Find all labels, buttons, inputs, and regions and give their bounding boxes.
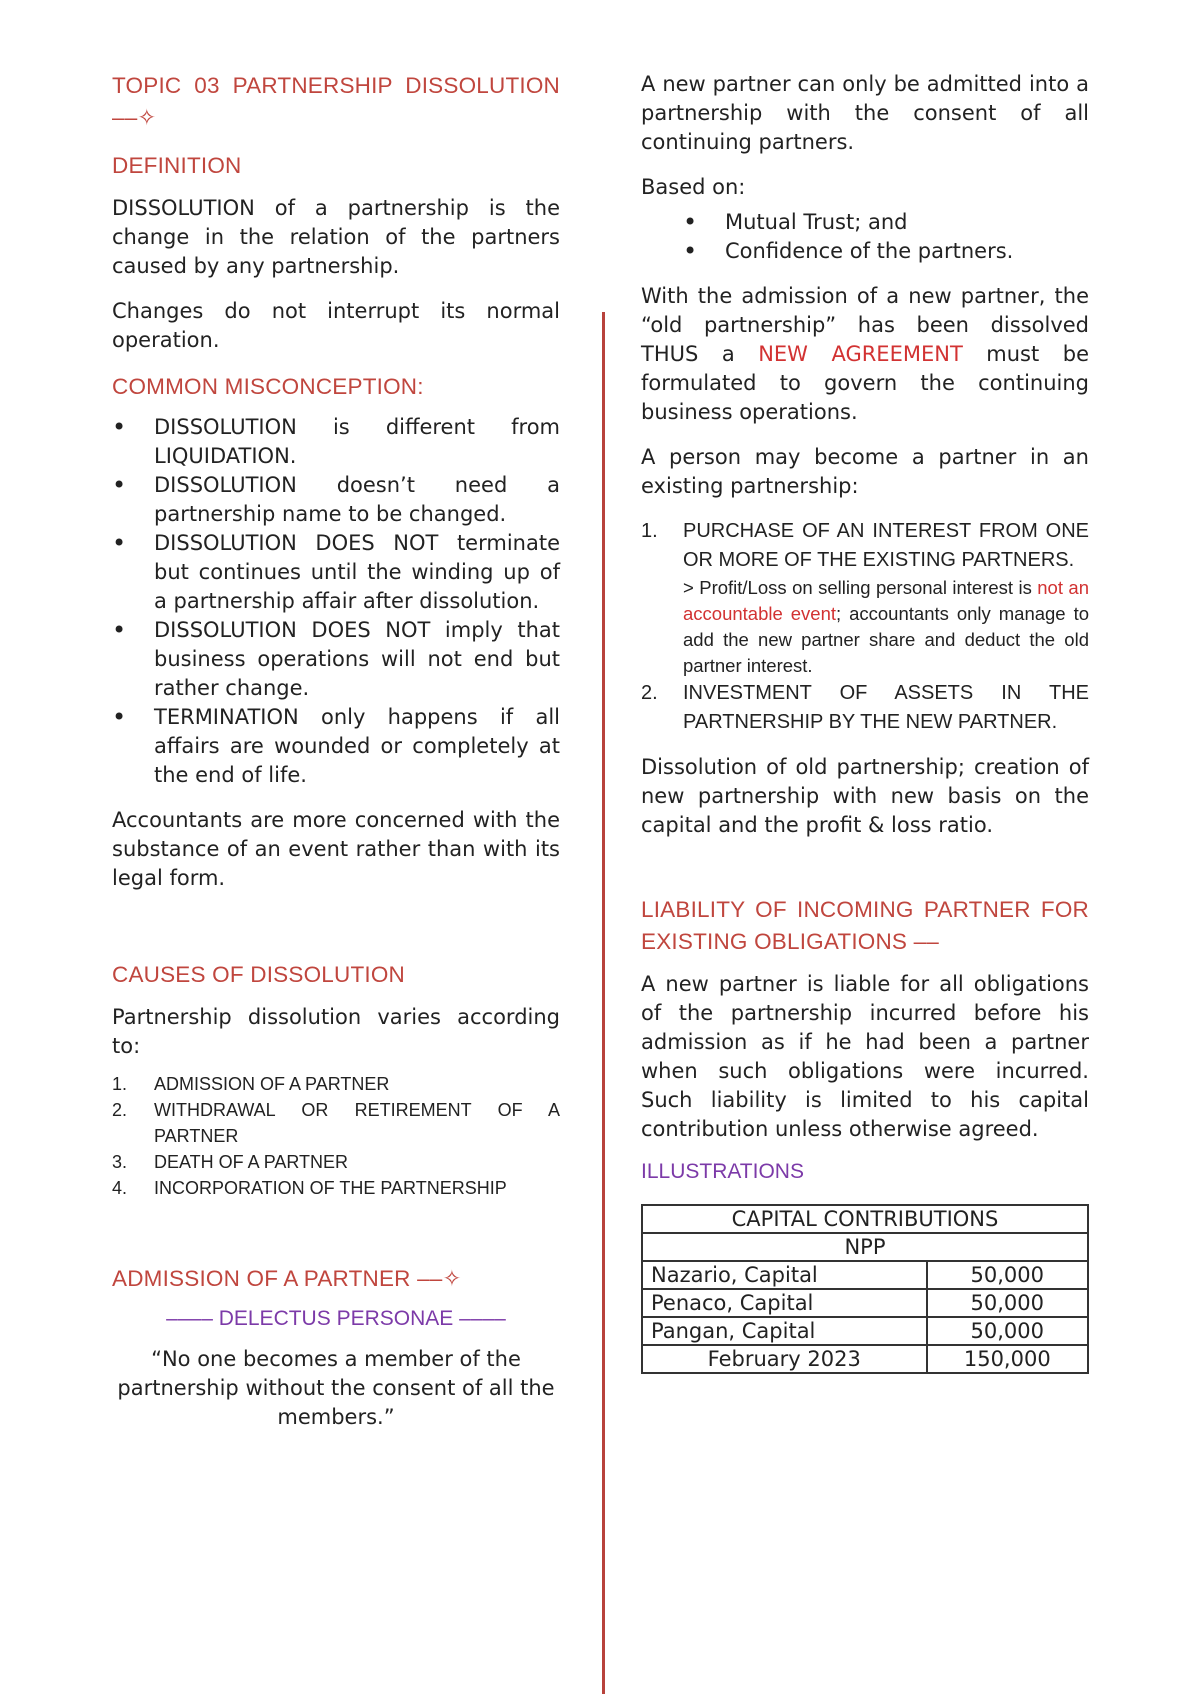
list-item: • Confidence of the partners.	[683, 237, 1089, 266]
list-item: • DISSOLUTION DOES NOT imply that business operations will not end but rather change.	[112, 616, 560, 703]
dissolution-text: Dissolution of old partnership; creation of new partnership with new basis on the capital and the profit & loss ratio.	[641, 755, 1089, 837]
list-item	[641, 679, 1089, 737]
topic-title: TOPIC 03 PARTNERSHIP DISSOLUTION ––✧	[112, 73, 560, 130]
table-row	[642, 1261, 1088, 1289]
list-item: • TERMINATION only happens if all affairs are wounded or completely at the end of life.	[112, 703, 560, 790]
list-item	[112, 1175, 560, 1201]
row-label: Nazario, Capital	[642, 1261, 927, 1289]
definition-text: DISSOLUTION of a partnership is the change in the relation of the partners caused by any partnership.	[112, 196, 560, 278]
list-item	[641, 517, 1089, 679]
not-accountable-highlight: not an accountable event	[683, 577, 1089, 624]
basis-list	[641, 208, 1089, 266]
right-column	[641, 70, 1089, 1374]
list-item: • DISSOLUTION DOES NOT terminate but continues until the winding up of a partnership affair after dissolution.	[112, 529, 560, 616]
note-text-a: > Profit/Loss on selling personal interest is	[683, 577, 1038, 598]
admission-heading: ADMISSION OF A PARTNER ––✧	[112, 1266, 462, 1291]
accountants-text: Accountants are more concerned with the substance of an event rather than with its legal form.	[112, 808, 560, 890]
list-item	[112, 1071, 560, 1097]
item-number: 1.	[112, 1074, 128, 1094]
item-text: PURCHASE OF AN INTEREST FROM ONE OR MORE OF THE EXISTING PARTNERS.	[683, 520, 1089, 571]
item-number: 3.	[112, 1152, 128, 1172]
row-label: Penaco, Capital	[642, 1289, 927, 1317]
row-value: 50,000	[927, 1317, 1088, 1345]
list-item: • DISSOLUTION doesn’t need a partnership name to be changed.	[112, 471, 560, 529]
admission-text-b: must be formulated to govern the continuing business operations.	[641, 342, 1089, 424]
quote-text: “No one becomes a member of the partnership without the consent of all the members.”	[117, 1347, 555, 1429]
row-label: Pangan, Capital	[642, 1317, 927, 1345]
item-text: WITHDRAWAL OR RETIREMENT OF A PARTNER	[154, 1100, 560, 1146]
left-column	[112, 70, 560, 1448]
capital-table	[641, 1204, 1089, 1374]
item-number: 4.	[112, 1178, 128, 1198]
note-text-b: ; accountants only manage to add the new partner share and deduct the old partner interest.	[683, 603, 1089, 676]
item-text: INVESTMENT OF ASSETS IN THE PARTNERSHIP BY THE NEW PARTNER.	[683, 682, 1089, 733]
row-label: February 2023	[642, 1345, 927, 1373]
admission-text	[641, 282, 1089, 427]
note-text	[683, 575, 1089, 679]
causes-intro: Partnership dissolution varies according to:	[112, 1005, 560, 1058]
liability-heading: LIABILITY OF INCOMING PARTNER FOR EXISTING OBLIGATIONS ––	[641, 897, 1089, 954]
row-value: 150,000	[927, 1345, 1088, 1373]
list-item: • Mutual Trust; and	[683, 208, 1089, 237]
admit-text: A new partner can only be admitted into a partnership with the consent of all continuing partners.	[641, 72, 1089, 154]
table-title: CAPITAL CONTRIBUTIONS	[642, 1205, 1088, 1233]
row-value: 50,000	[927, 1261, 1088, 1289]
causes-heading: CAUSES OF DISSOLUTION	[112, 962, 405, 987]
row-value: 50,000	[927, 1289, 1088, 1317]
ways-list	[641, 517, 1089, 737]
list-item	[112, 1097, 560, 1149]
admission-text-a: With the admission of a new partner, the “old partnership” has been dissolved THUS a	[641, 284, 1089, 366]
changes-text: Changes do not interrupt its normal operation.	[112, 299, 560, 352]
causes-list	[112, 1071, 560, 1201]
item-text: ADMISSION OF A PARTNER	[154, 1074, 390, 1094]
item-number: 1.	[641, 520, 658, 542]
table-row	[642, 1317, 1088, 1345]
based-on-label: Based on:	[641, 175, 746, 199]
misconception-heading: COMMON MISCONCEPTION:	[112, 374, 424, 399]
item-number: 2.	[112, 1100, 128, 1120]
item-text: DEATH OF A PARTNER	[154, 1152, 349, 1172]
person-text: A person may become a partner in an existing partnership:	[641, 445, 1089, 498]
table-subtitle: NPP	[642, 1233, 1088, 1261]
list-item	[112, 1149, 560, 1175]
item-text: INCORPORATION OF THE PARTNERSHIP	[154, 1178, 507, 1198]
item-number: 2.	[641, 682, 658, 704]
table-row	[642, 1345, 1088, 1373]
table-row	[642, 1289, 1088, 1317]
definition-heading: DEFINITION	[112, 153, 242, 178]
delectus-personae: –––– DELECTUS PERSONAE ––––	[166, 1307, 506, 1330]
new-agreement-highlight: NEW AGREEMENT	[758, 342, 963, 366]
column-divider	[602, 312, 605, 1694]
liability-text: A new partner is liable for all obligations of the partnership incurred before his admission as if he had been a partner when such obligations were incurred. Such liability is limited to his capital contribution unless otherwise agreed.	[641, 972, 1089, 1141]
list-item: • DISSOLUTION is different from LIQUIDATION.	[112, 413, 560, 471]
illustrations-heading: ILLUSTRATIONS	[641, 1160, 804, 1183]
misconception-list	[112, 413, 560, 790]
